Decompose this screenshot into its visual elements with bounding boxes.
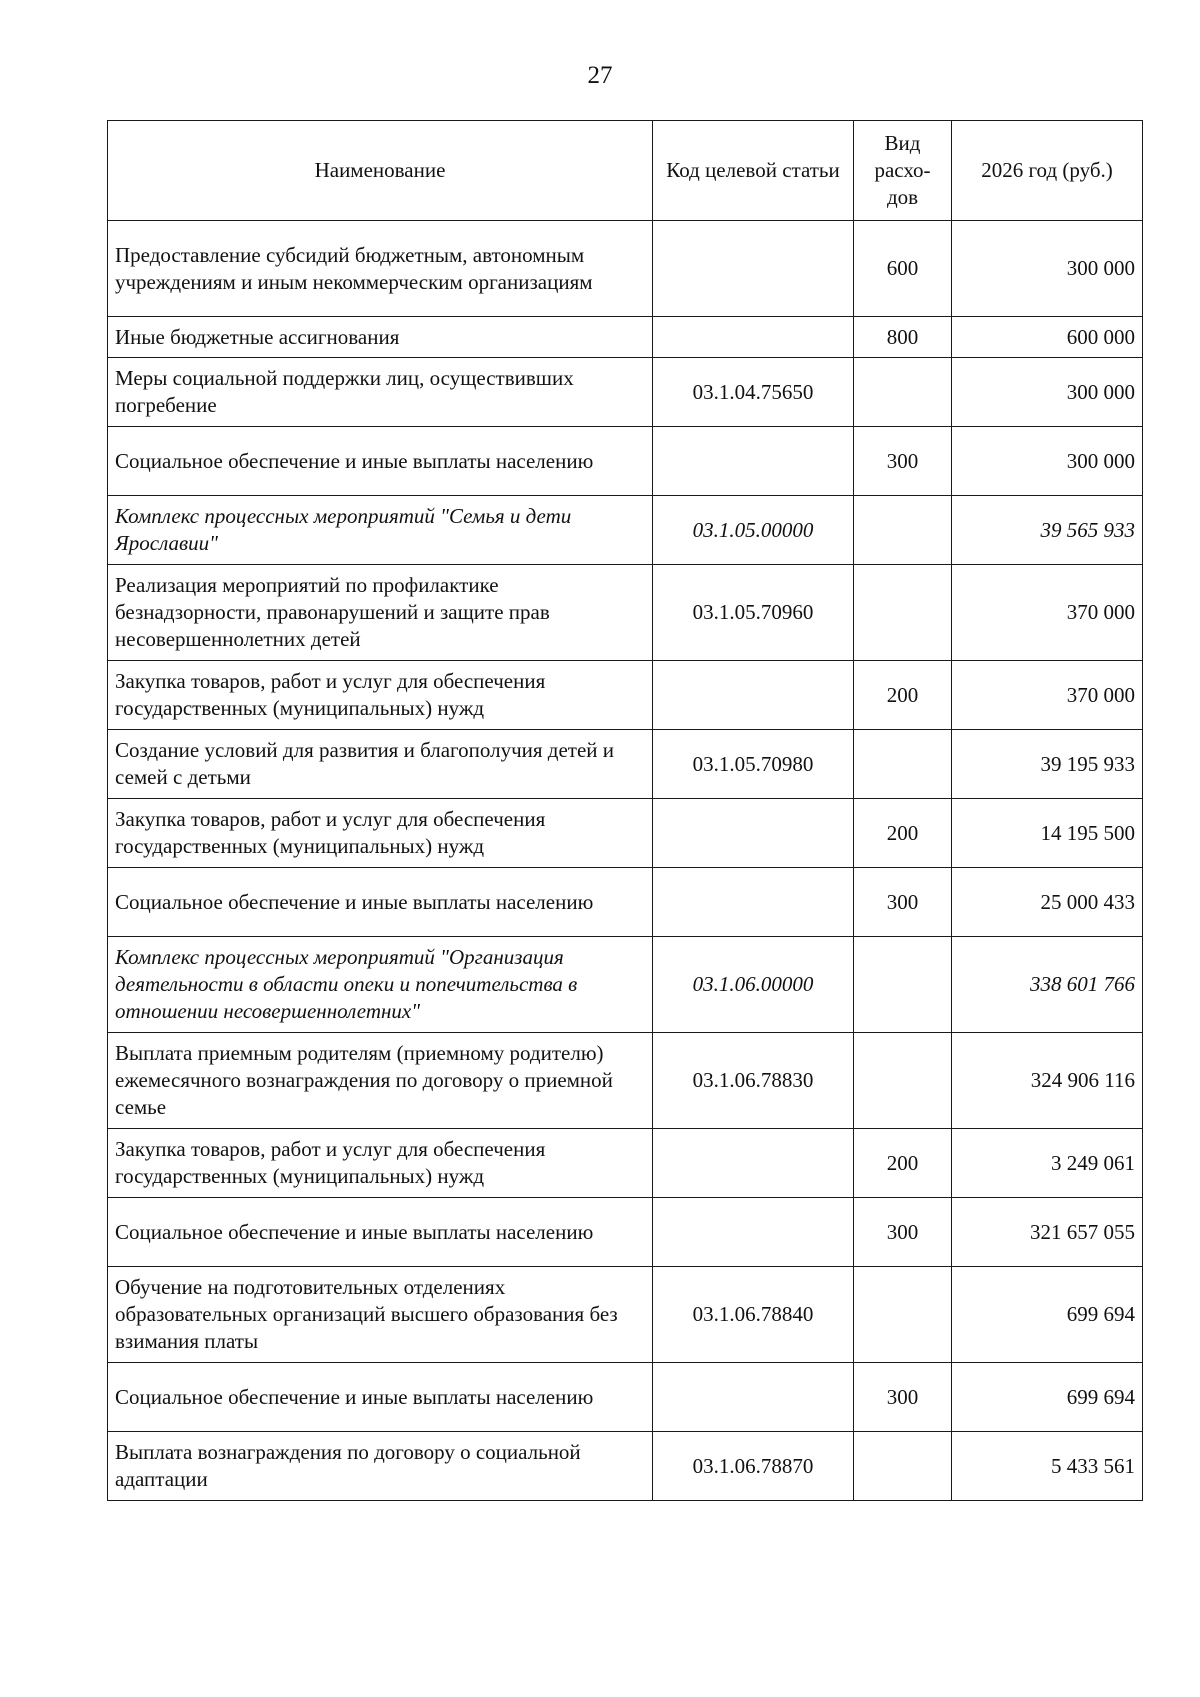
cell-sum: 324 906 116 bbox=[952, 1033, 1143, 1129]
page-number: 27 bbox=[587, 62, 613, 89]
cell-sum: 14 195 500 bbox=[952, 799, 1143, 868]
header-sum: 2026 год (руб.) bbox=[952, 121, 1143, 221]
cell-type: 300 bbox=[854, 1363, 952, 1432]
cell-sum: 5 433 561 bbox=[952, 1432, 1143, 1501]
cell-code: 03.1.06.78830 bbox=[653, 1033, 854, 1129]
table-row bbox=[108, 1432, 1143, 1501]
header-row bbox=[108, 121, 1143, 221]
table-row bbox=[108, 1033, 1143, 1129]
header-code: Код целевой статьи bbox=[653, 121, 854, 221]
cell-code: 03.1.05.70980 bbox=[653, 730, 854, 799]
cell-name: Обучение на подготовительных отделениях образовательных организаций высшего образования без взимания платы bbox=[108, 1267, 653, 1363]
table-row bbox=[108, 868, 1143, 937]
cell-code: 03.1.04.75650 bbox=[653, 358, 854, 427]
cell-sum: 370 000 bbox=[952, 661, 1143, 730]
table-body bbox=[108, 221, 1143, 1501]
cell-name: Меры социальной поддержки лиц, осуществивших погребение bbox=[108, 358, 653, 427]
table-row bbox=[108, 1363, 1143, 1432]
cell-name: Комплекс процессных мероприятий "Семья и дети Ярославии" bbox=[108, 496, 653, 565]
cell-sum: 300 000 bbox=[952, 358, 1143, 427]
cell-code: 03.1.06.78840 bbox=[653, 1267, 854, 1363]
cell-code: 03.1.05.70960 bbox=[653, 565, 854, 661]
cell-type bbox=[854, 1267, 952, 1363]
cell-name: Выплата приемным родителям (приемному родителю) ежемесячного вознаграждения по договору о приемной семье bbox=[108, 1033, 653, 1129]
cell-type bbox=[854, 1033, 952, 1129]
cell-sum: 600 000 bbox=[952, 317, 1143, 358]
cell-code: 03.1.06.00000 bbox=[653, 937, 854, 1033]
cell-code bbox=[653, 427, 854, 496]
cell-name: Социальное обеспечение и иные выплаты населению bbox=[108, 868, 653, 937]
cell-type: 300 bbox=[854, 427, 952, 496]
cell-name: Социальное обеспечение и иные выплаты населению bbox=[108, 1198, 653, 1267]
cell-sum: 3 249 061 bbox=[952, 1129, 1143, 1198]
cell-sum: 699 694 bbox=[952, 1267, 1143, 1363]
cell-code bbox=[653, 799, 854, 868]
cell-type: 200 bbox=[854, 661, 952, 730]
header-type: Вид расхо-дов bbox=[854, 121, 952, 221]
cell-code bbox=[653, 1198, 854, 1267]
cell-type: 300 bbox=[854, 1198, 952, 1267]
cell-sum: 300 000 bbox=[952, 427, 1143, 496]
cell-code bbox=[653, 1129, 854, 1198]
cell-code: 03.1.06.78870 bbox=[653, 1432, 854, 1501]
cell-sum: 321 657 055 bbox=[952, 1198, 1143, 1267]
cell-type: 200 bbox=[854, 1129, 952, 1198]
cell-code bbox=[653, 317, 854, 358]
cell-sum: 370 000 bbox=[952, 565, 1143, 661]
table-row bbox=[108, 427, 1143, 496]
cell-code bbox=[653, 221, 854, 317]
table-row bbox=[108, 496, 1143, 565]
table-row bbox=[108, 317, 1143, 358]
cell-name: Предоставление субсидий бюджетным, автономным учреждениям и иным некоммерческим организациям bbox=[108, 221, 653, 317]
table-row bbox=[108, 358, 1143, 427]
cell-name: Закупка товаров, работ и услуг для обеспечения государственных (муниципальных) нужд bbox=[108, 661, 653, 730]
cell-type bbox=[854, 565, 952, 661]
table-row bbox=[108, 1129, 1143, 1198]
header-name: Наименование bbox=[108, 121, 653, 221]
cell-type bbox=[854, 730, 952, 799]
cell-sum: 39 195 933 bbox=[952, 730, 1143, 799]
cell-name: Создание условий для развития и благополучия детей и семей с детьми bbox=[108, 730, 653, 799]
cell-type: 600 bbox=[854, 221, 952, 317]
cell-name: Социальное обеспечение и иные выплаты населению bbox=[108, 427, 653, 496]
cell-sum: 338 601 766 bbox=[952, 937, 1143, 1033]
table-row bbox=[108, 1267, 1143, 1363]
cell-name: Социальное обеспечение и иные выплаты населению bbox=[108, 1363, 653, 1432]
cell-type: 800 bbox=[854, 317, 952, 358]
cell-type bbox=[854, 1432, 952, 1501]
table-row bbox=[108, 937, 1143, 1033]
cell-type bbox=[854, 496, 952, 565]
cell-code bbox=[653, 661, 854, 730]
cell-type: 300 bbox=[854, 868, 952, 937]
cell-sum: 25 000 433 bbox=[952, 868, 1143, 937]
table-row bbox=[108, 730, 1143, 799]
table-row bbox=[108, 799, 1143, 868]
cell-sum: 39 565 933 bbox=[952, 496, 1143, 565]
cell-name: Реализация мероприятий по профилактике безнадзорности, правонарушений и защите прав несовершеннолетних детей bbox=[108, 565, 653, 661]
cell-code bbox=[653, 868, 854, 937]
cell-code bbox=[653, 1363, 854, 1432]
cell-type: 200 bbox=[854, 799, 952, 868]
cell-sum: 699 694 bbox=[952, 1363, 1143, 1432]
cell-name: Закупка товаров, работ и услуг для обеспечения государственных (муниципальных) нужд bbox=[108, 799, 653, 868]
cell-type bbox=[854, 358, 952, 427]
cell-type bbox=[854, 937, 952, 1033]
table-row bbox=[108, 221, 1143, 317]
table-row bbox=[108, 565, 1143, 661]
table-row bbox=[108, 661, 1143, 730]
cell-name: Иные бюджетные ассигнования bbox=[108, 317, 653, 358]
cell-name: Комплекс процессных мероприятий "Организация деятельности в области опеки и попечительства в отношении несовершеннолетних" bbox=[108, 937, 653, 1033]
table-row bbox=[108, 1198, 1143, 1267]
cell-name: Выплата вознаграждения по договору о социальной адаптации bbox=[108, 1432, 653, 1501]
cell-name: Закупка товаров, работ и услуг для обеспечения государственных (муниципальных) нужд bbox=[108, 1129, 653, 1198]
cell-code: 03.1.05.00000 bbox=[653, 496, 854, 565]
cell-sum: 300 000 bbox=[952, 221, 1143, 317]
budget-table bbox=[107, 120, 1143, 1501]
